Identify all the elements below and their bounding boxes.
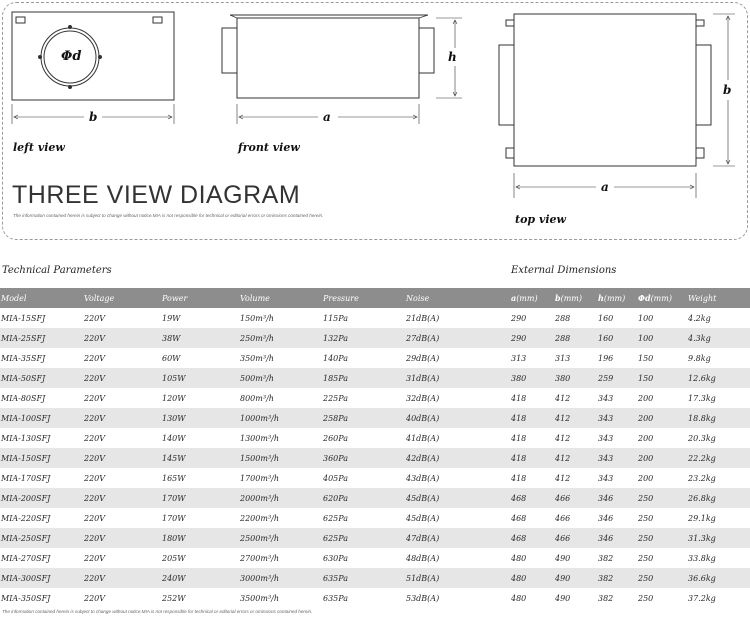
cell-pressure: 225Pa (322, 388, 405, 408)
cell-h: 382 (597, 548, 637, 568)
cell-h: 346 (597, 528, 637, 548)
cell-voltage: 220V (83, 308, 161, 328)
cell-b: 288 (554, 308, 597, 328)
cell-noise: 29dB(A) (405, 348, 510, 368)
cell-a: 480 (510, 588, 554, 608)
cell-d: 200 (637, 388, 687, 408)
header-model: Model (0, 288, 83, 308)
table-row (0, 408, 750, 428)
table-row (0, 488, 750, 508)
cell-model: MIA-100SFJ (0, 408, 83, 428)
cell-power: 19W (161, 308, 239, 328)
cell-voltage: 220V (83, 328, 161, 348)
header-a (510, 288, 554, 308)
cell-b: 412 (554, 468, 597, 488)
top-width-label: a (601, 180, 609, 194)
table-row (0, 508, 750, 528)
table-row (0, 528, 750, 548)
cell-a: 418 (510, 468, 554, 488)
cell-power: 170W (161, 508, 239, 528)
cell-d: 150 (637, 348, 687, 368)
cell-power: 240W (161, 568, 239, 588)
top-view-drawing (499, 14, 735, 198)
cell-pressure: 625Pa (322, 528, 405, 548)
table-header-row (0, 288, 750, 308)
header-weight: Weight (687, 288, 750, 308)
cell-weight: 29.1kg (687, 508, 750, 528)
cell-d: 250 (637, 488, 687, 508)
cell-volume: 2000m³/h (239, 488, 322, 508)
cell-a: 480 (510, 568, 554, 588)
cell-weight: 18.8kg (687, 408, 750, 428)
cell-noise: 41dB(A) (405, 428, 510, 448)
cell-d: 200 (637, 428, 687, 448)
cell-volume: 1500m³/h (239, 448, 322, 468)
cell-voltage: 220V (83, 348, 161, 368)
cell-model: MIA-200SFJ (0, 488, 83, 508)
front-height-label: h (448, 50, 457, 64)
front-view-label: front view (238, 141, 300, 154)
cell-voltage: 220V (83, 588, 161, 608)
cell-power: 205W (161, 548, 239, 568)
header-h-symbol: h (598, 293, 604, 303)
cell-d: 100 (637, 328, 687, 348)
cell-power: 140W (161, 428, 239, 448)
top-view-label: top view (515, 213, 566, 226)
left-view-label: left view (13, 141, 65, 154)
cell-power: 60W (161, 348, 239, 368)
cell-d: 250 (637, 508, 687, 528)
cell-b: 490 (554, 548, 597, 568)
cell-h: 343 (597, 408, 637, 428)
cell-h: 196 (597, 348, 637, 368)
cell-power: 38W (161, 328, 239, 348)
cell-b: 412 (554, 408, 597, 428)
cell-model: MIA-170SFJ (0, 468, 83, 488)
cell-a: 418 (510, 448, 554, 468)
top-depth-label: b (723, 83, 732, 97)
cell-b: 466 (554, 508, 597, 528)
cell-model: MIA-35SFJ (0, 348, 83, 368)
cell-volume: 350m³/h (239, 348, 322, 368)
cell-volume: 1700m³/h (239, 468, 322, 488)
cell-pressure: 140Pa (322, 348, 405, 368)
cell-d: 200 (637, 448, 687, 468)
diagram-title: THREE VIEW DIAGRAM (12, 181, 301, 209)
left-view-drawing (12, 12, 174, 124)
cell-noise: 32dB(A) (405, 388, 510, 408)
cell-power: 120W (161, 388, 239, 408)
cell-volume: 2200m³/h (239, 508, 322, 528)
cell-weight: 12.6kg (687, 368, 750, 388)
table-row (0, 428, 750, 448)
cell-voltage: 220V (83, 408, 161, 428)
front-width-label: a (323, 110, 331, 124)
cell-power: 165W (161, 468, 239, 488)
cell-d: 250 (637, 568, 687, 588)
cell-volume: 2700m³/h (239, 548, 322, 568)
header-h (597, 288, 637, 308)
cell-noise: 45dB(A) (405, 508, 510, 528)
header-a-symbol: a (511, 293, 517, 303)
cell-h: 160 (597, 328, 637, 348)
cell-model: MIA-300SFJ (0, 568, 83, 588)
cell-volume: 3000m³/h (239, 568, 322, 588)
cell-weight: 4.3kg (687, 328, 750, 348)
header-volume: Volume (239, 288, 322, 308)
cell-weight: 26.8kg (687, 488, 750, 508)
cell-d: 250 (637, 528, 687, 548)
cell-pressure: 635Pa (322, 588, 405, 608)
cell-noise: 48dB(A) (405, 548, 510, 568)
cell-voltage: 220V (83, 548, 161, 568)
table-row (0, 368, 750, 388)
cell-noise: 43dB(A) (405, 468, 510, 488)
cell-weight: 4.2kg (687, 308, 750, 328)
table-row (0, 328, 750, 348)
cell-a: 418 (510, 408, 554, 428)
cell-a: 418 (510, 428, 554, 448)
cell-h: 343 (597, 388, 637, 408)
table-row (0, 588, 750, 608)
cell-model: MIA-130SFJ (0, 428, 83, 448)
cell-a: 480 (510, 548, 554, 568)
cell-pressure: 625Pa (322, 508, 405, 528)
cell-weight: 17.3kg (687, 388, 750, 408)
cell-model: MIA-150SFJ (0, 448, 83, 468)
cell-noise: 53dB(A) (405, 588, 510, 608)
cell-pressure: 258Pa (322, 408, 405, 428)
cell-voltage: 220V (83, 388, 161, 408)
cell-b: 466 (554, 528, 597, 548)
cell-volume: 1300m³/h (239, 428, 322, 448)
header-power: Power (161, 288, 239, 308)
cell-power: 180W (161, 528, 239, 548)
header-b-symbol: b (555, 293, 561, 303)
cell-pressure: 185Pa (322, 368, 405, 388)
cell-model: MIA-50SFJ (0, 368, 83, 388)
cell-noise: 47dB(A) (405, 528, 510, 548)
cell-a: 290 (510, 308, 554, 328)
cell-h: 343 (597, 428, 637, 448)
cell-a: 468 (510, 488, 554, 508)
cell-voltage: 220V (83, 508, 161, 528)
cell-power: 145W (161, 448, 239, 468)
cell-voltage: 220V (83, 368, 161, 388)
external-dimensions-heading: External Dimensions (511, 265, 617, 276)
table-row (0, 348, 750, 368)
cell-weight: 23.2kg (687, 468, 750, 488)
cell-d: 100 (637, 308, 687, 328)
header-a-unit: (mm) (516, 294, 538, 303)
cell-noise: 51dB(A) (405, 568, 510, 588)
front-view-drawing (222, 15, 462, 124)
cell-b: 412 (554, 388, 597, 408)
cell-h: 382 (597, 588, 637, 608)
cell-power: 105W (161, 368, 239, 388)
cell-noise: 45dB(A) (405, 488, 510, 508)
cell-model: MIA-350SFJ (0, 588, 83, 608)
cell-d: 250 (637, 588, 687, 608)
table-row (0, 308, 750, 328)
cell-volume: 250m³/h (239, 328, 322, 348)
cell-weight: 31.3kg (687, 528, 750, 548)
header-b-unit: (mm) (560, 294, 583, 303)
cell-model: MIA-220SFJ (0, 508, 83, 528)
cell-d: 200 (637, 408, 687, 428)
cell-pressure: 620Pa (322, 488, 405, 508)
table-row (0, 548, 750, 568)
cell-volume: 800m³/h (239, 388, 322, 408)
cell-pressure: 630Pa (322, 548, 405, 568)
cell-b: 288 (554, 328, 597, 348)
table-row (0, 388, 750, 408)
diagram-disclaimer: The information contained herein is subject to change without notice.MIA is not responsible for technical or editorial errors or omissions contained herein. (13, 213, 324, 218)
cell-noise: 31dB(A) (405, 368, 510, 388)
cell-d: 250 (637, 548, 687, 568)
cell-pressure: 405Pa (322, 468, 405, 488)
cell-h: 343 (597, 448, 637, 468)
header-h-unit: (mm) (603, 294, 626, 303)
cell-h: 346 (597, 508, 637, 528)
cell-noise: 42dB(A) (405, 448, 510, 468)
header-d-symbol: Φd (638, 293, 651, 303)
header-noise: Noise (405, 288, 510, 308)
table-body (0, 308, 750, 608)
table-row (0, 468, 750, 488)
header-pressure: Pressure (322, 288, 405, 308)
cell-voltage: 220V (83, 468, 161, 488)
cell-b: 412 (554, 428, 597, 448)
cell-volume: 3500m³/h (239, 588, 322, 608)
cell-model: MIA-80SFJ (0, 388, 83, 408)
left-width-label: b (89, 110, 98, 124)
cell-d: 150 (637, 368, 687, 388)
cell-model: MIA-250SFJ (0, 528, 83, 548)
cell-pressure: 260Pa (322, 428, 405, 448)
technical-parameters-table (0, 288, 750, 608)
cell-h: 346 (597, 488, 637, 508)
cell-b: 466 (554, 488, 597, 508)
cell-model: MIA-270SFJ (0, 548, 83, 568)
cell-volume: 1000m³/h (239, 408, 322, 428)
cell-weight: 20.3kg (687, 428, 750, 448)
cell-b: 490 (554, 588, 597, 608)
cell-a: 380 (510, 368, 554, 388)
cell-a: 290 (510, 328, 554, 348)
cell-d: 200 (637, 468, 687, 488)
cell-voltage: 220V (83, 488, 161, 508)
cell-weight: 22.2kg (687, 448, 750, 468)
footer-disclaimer: The information contained herein is subject to change without notice.MIA is not responsible for technical or editorial errors or omissions contained herein. (2, 609, 313, 614)
cell-voltage: 220V (83, 528, 161, 548)
cell-weight: 9.8kg (687, 348, 750, 368)
cell-model: MIA-15SFJ (0, 308, 83, 328)
cell-noise: 21dB(A) (405, 308, 510, 328)
cell-voltage: 220V (83, 428, 161, 448)
cell-h: 160 (597, 308, 637, 328)
cell-volume: 500m³/h (239, 368, 322, 388)
cell-weight: 36.6kg (687, 568, 750, 588)
header-voltage: Voltage (83, 288, 161, 308)
technical-parameters-heading: Technical Parameters (2, 265, 112, 276)
cell-volume: 2500m³/h (239, 528, 322, 548)
table-row (0, 568, 750, 588)
cell-b: 313 (554, 348, 597, 368)
cell-voltage: 220V (83, 568, 161, 588)
header-b (554, 288, 597, 308)
cell-voltage: 220V (83, 448, 161, 468)
table-row (0, 448, 750, 468)
diameter-label: Φd (61, 49, 82, 64)
cell-h: 382 (597, 568, 637, 588)
cell-b: 412 (554, 448, 597, 468)
cell-weight: 37.2kg (687, 588, 750, 608)
cell-volume: 150m³/h (239, 308, 322, 328)
cell-power: 130W (161, 408, 239, 428)
cell-pressure: 360Pa (322, 448, 405, 468)
cell-noise: 40dB(A) (405, 408, 510, 428)
header-d (637, 288, 687, 308)
cell-noise: 27dB(A) (405, 328, 510, 348)
cell-power: 170W (161, 488, 239, 508)
cell-h: 343 (597, 468, 637, 488)
header-d-unit: (mm) (650, 294, 672, 303)
cell-a: 418 (510, 388, 554, 408)
cell-pressure: 635Pa (322, 568, 405, 588)
cell-model: MIA-25SFJ (0, 328, 83, 348)
cell-pressure: 115Pa (322, 308, 405, 328)
cell-power: 252W (161, 588, 239, 608)
cell-h: 259 (597, 368, 637, 388)
cell-a: 468 (510, 508, 554, 528)
cell-a: 313 (510, 348, 554, 368)
cell-b: 490 (554, 568, 597, 588)
cell-weight: 33.8kg (687, 548, 750, 568)
cell-b: 380 (554, 368, 597, 388)
cell-a: 468 (510, 528, 554, 548)
cell-pressure: 132Pa (322, 328, 405, 348)
